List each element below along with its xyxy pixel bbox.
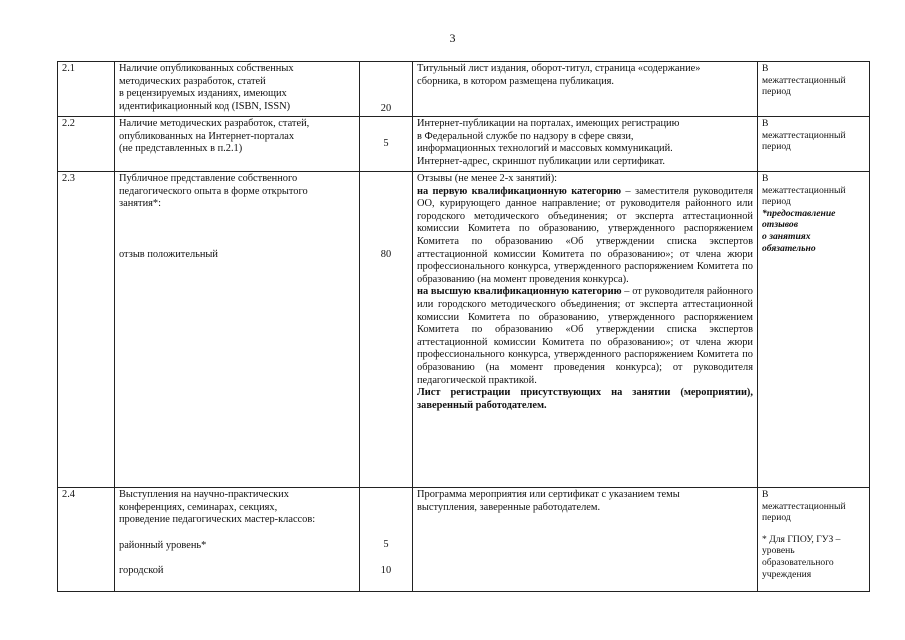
score-cell [360,62,413,117]
indicator-line: Выступления на научно-практических [119,489,289,500]
period-line: период [762,512,791,524]
score-value: 80 [380,249,392,260]
indicator-line: Наличие опубликованных собственных [119,63,294,74]
evidence-cell [413,172,758,488]
indicator-line: Наличие методических разработок, статей, [119,118,310,129]
evidence-line: сборника, в котором размещена публикация. [417,75,615,87]
indicator-cell [115,117,360,172]
score-value: 10 [380,564,392,576]
period-line: межаттестационный [762,500,846,512]
indicator-line: идентификационный код (ISBN, ISSN) [119,100,291,112]
row-number: 2.1 [58,62,115,117]
evidence-final: Лист регистрации присутствующих на занятии (мероприятии), заверенный работодателем. [417,387,753,411]
evidence-text-high: – от руководителя районного или городского методического объединения; от эксперта аттестационной комиссии Комитета по образованию, утвержденного распоряжением Комитета по образованию «Об утверждении списка экспертов аттестационной комиссии Комитета по образованию»; от члена жюри профессионального конкурса, утвержденного распоряжением Комитета по образованию (на момент проведения конкурса); от руководителя педагогической практикой. [417,286,753,386]
period-line: В [762,173,769,184]
indicator-line: опубликованных на Интернет-порталах [119,130,295,142]
period-line: период [762,86,791,98]
period-note-line: учреждения [762,568,812,580]
period-note-line: *предоставление [762,207,836,219]
indicator-line: конференциях, семинарах, секциях, [119,501,278,513]
indicator-cell [115,172,360,488]
evidence-line: Интернет-публикации на порталах, имеющих регистрацию [417,118,680,129]
period-line: период [762,196,791,208]
period-note-line: образовательного [762,556,834,568]
evidence-line: Титульный лист издания, оборот-титул, страница «содержание» [417,63,701,74]
page-number: 3 [449,31,456,45]
period-line: период [762,141,791,153]
evidence-cell [413,117,758,172]
period-line: В [762,63,769,74]
score-value: 5 [383,539,389,550]
level-label: городской [119,565,164,577]
indicator-line: (не представленных в п.2.1) [119,143,243,155]
period-note-line: о занятиях [762,230,811,242]
indicator-cell [115,488,360,592]
evidence-line: Программа мероприятия или сертификат с указанием темы [417,489,680,500]
period-note-line: отзывов [762,219,799,231]
period-line: В [762,489,769,500]
table-row [58,117,870,172]
evidence-line: в Федеральной службе по надзору в сфере связи, [417,130,634,142]
row-number: 2.4 [58,488,115,592]
evidence-line: информационных технологий и массовых коммуникаций. [417,143,673,155]
period-note-line: уровень [762,545,795,557]
evidence-heading-first: на первую квалификационную категорию [417,185,622,197]
row-number: 2.2 [58,117,115,172]
evidence-cell [413,62,758,117]
period-line: межаттестационный [762,184,846,196]
row-number: 2.3 [58,172,115,488]
evidence-heading-high: на высшую квалификационную категорию [417,286,622,298]
table-row [58,62,870,117]
evidence-text-first: – заместителя руководителя ОО, курирующего данное направление; от руководителя районного или городского методического объединения; от эксперта аттестационной комиссии Комитета по образованию, утвержденного распоряжением Комитета по образованию «Об утверждении списка экспертов аттестационной комиссии Комитета по образованию»; от члена жюри профессионального конкурса, утвержденного распоряжением Комитета по образованию (на момент проведения конкурса). [417,185,753,285]
period-note-line: обязательно [762,242,816,254]
period-cell [758,62,870,117]
evidence-cell [413,488,758,592]
period-line: В [762,118,769,129]
period-cell [758,172,870,488]
table-row [58,172,870,488]
score-value: 20 [380,103,392,115]
indicator-line: педагогического опыта в форме открытого [119,185,308,197]
period-line: межаттестационный [762,129,846,141]
indicator-line: в рецензируемых изданиях, имеющих [119,88,287,100]
score-cell [360,117,413,172]
indicator-line: Публичное представление собственного [119,173,298,184]
indicator-line: занятия*: [119,198,162,210]
period-line: межаттестационный [762,74,846,86]
evidence-intro: Отзывы (не менее 2-х занятий): [417,173,558,184]
indicator-sublabel: отзыв положительный [119,248,218,260]
evidence-line: выступления, заверенные работодателем. [417,501,601,513]
period-note-line: * Для ГПОУ, ГУЗ – [762,533,841,545]
criteria-table [57,61,870,592]
score-cell [360,488,413,592]
score-value: 5 [383,138,389,150]
indicator-cell [115,62,360,117]
indicator-line: проведение педагогических мастер-классов: [119,514,316,526]
score-cell [360,172,413,488]
level-label: районный уровень* [119,539,207,551]
period-cell [758,117,870,172]
period-cell [758,488,870,592]
table-row [58,488,870,592]
indicator-line: методических разработок, статей [119,75,266,87]
evidence-line: Интернет-адрес, скриншот публикации или сертификат. [417,155,666,167]
